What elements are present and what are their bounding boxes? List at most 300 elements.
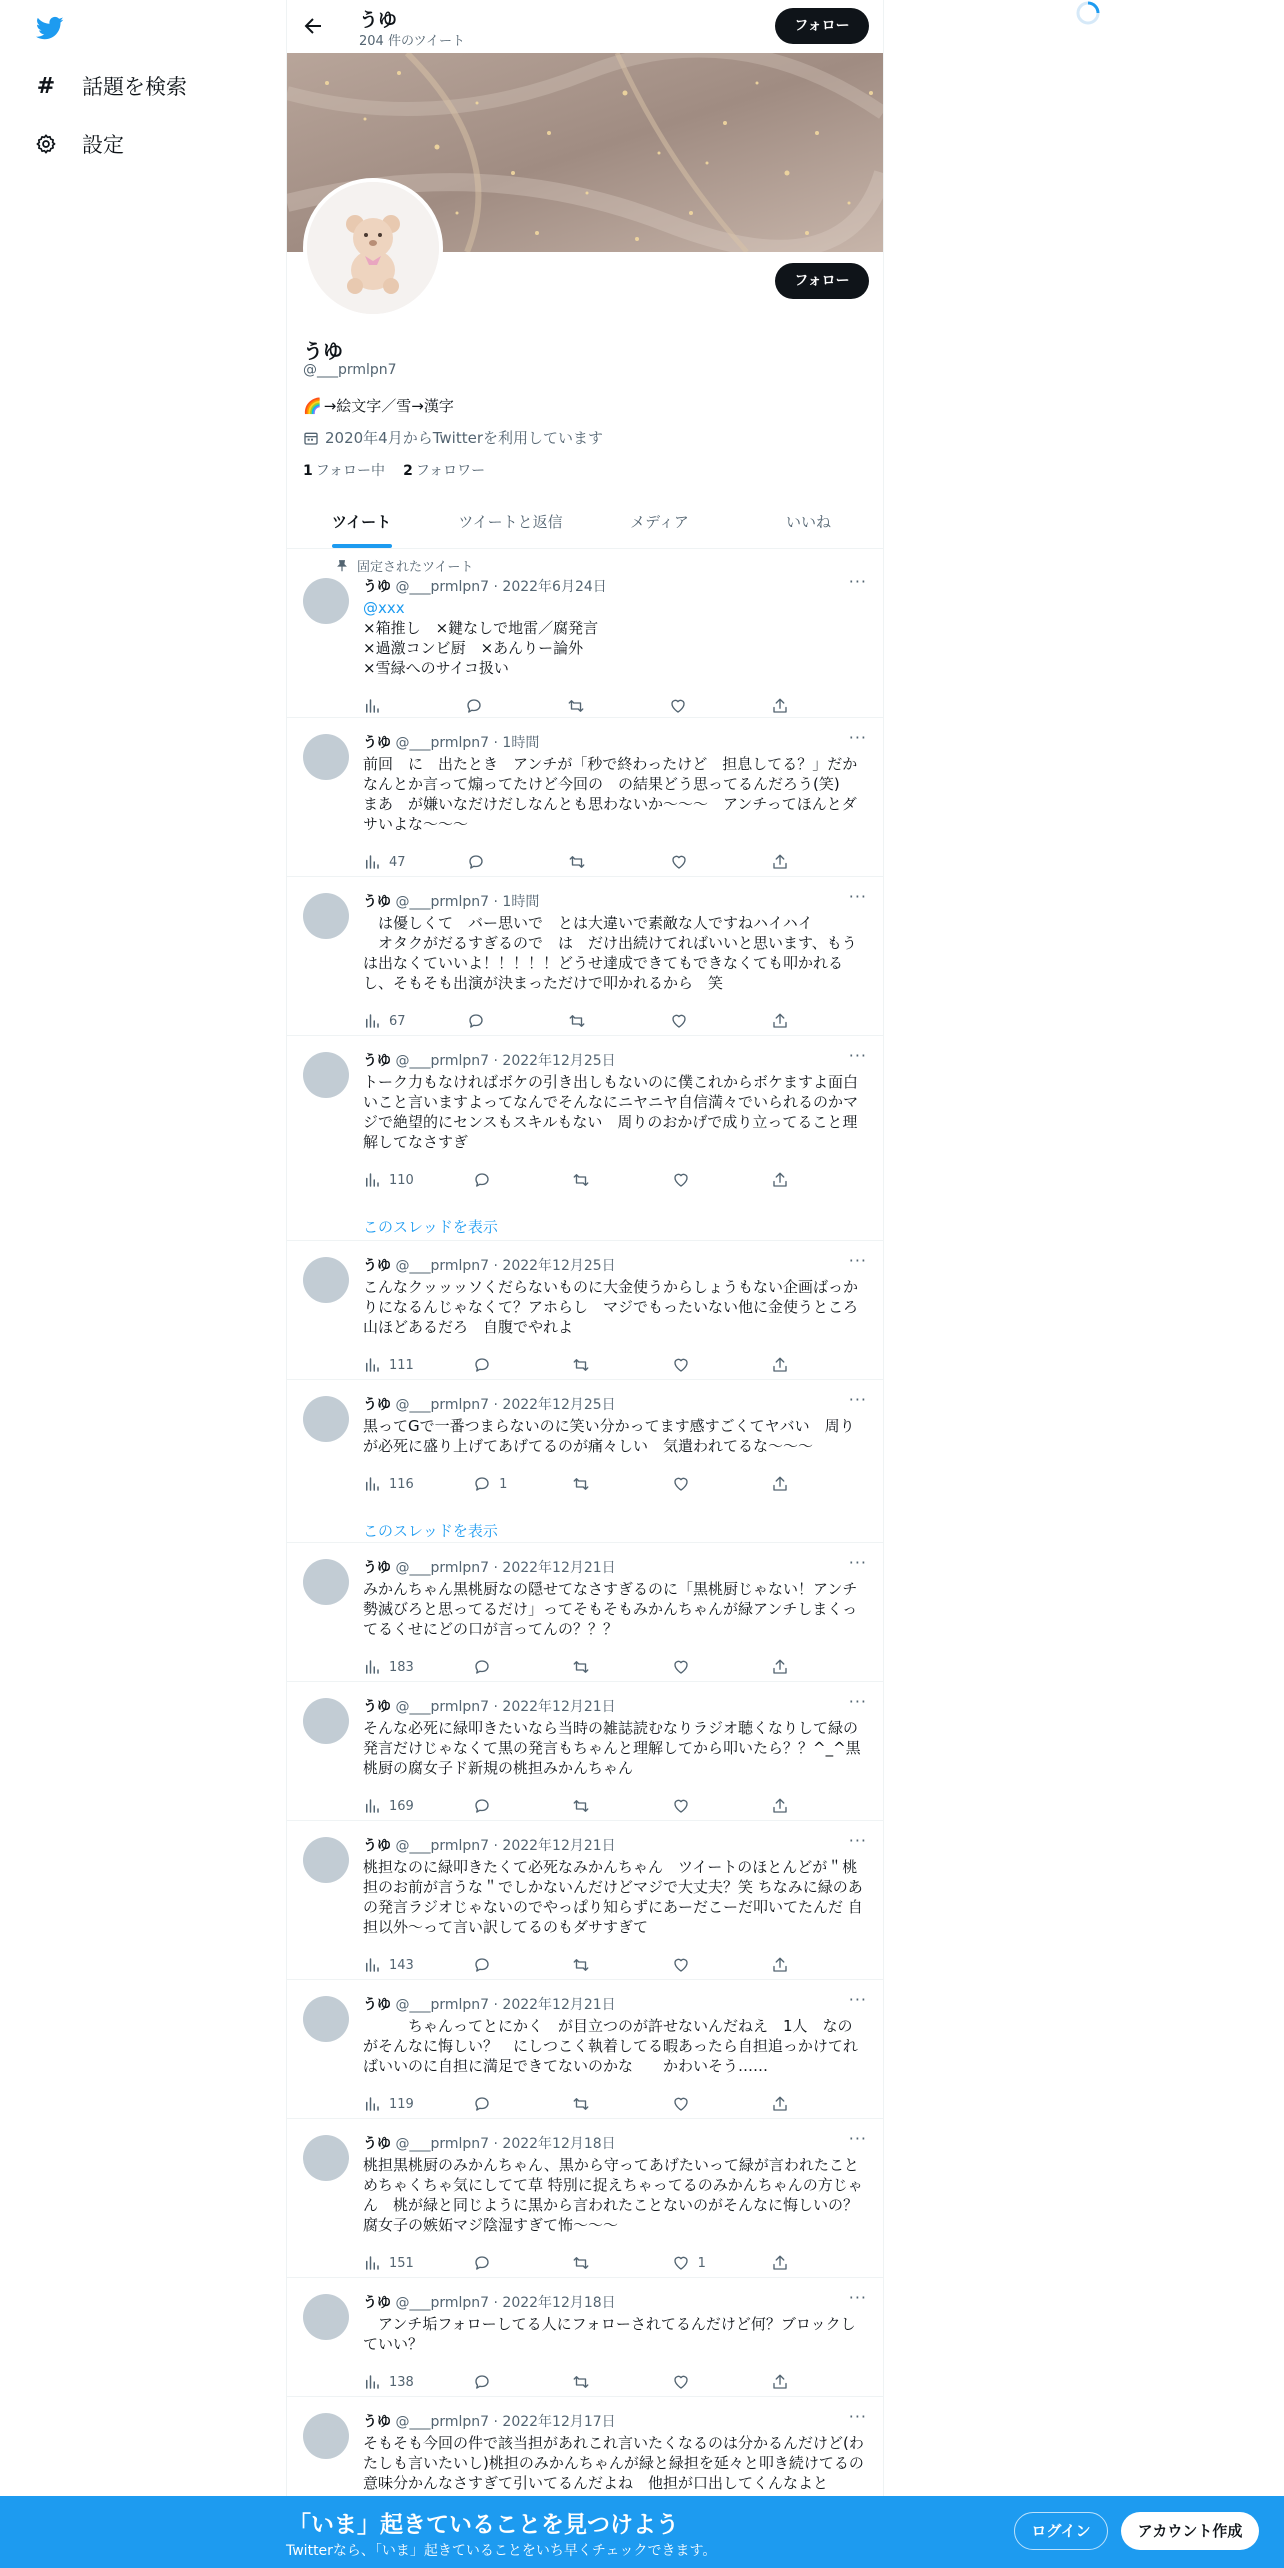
tweet-date[interactable]: 1時間 bbox=[502, 735, 540, 751]
analytics-icon bbox=[363, 853, 381, 871]
views-button[interactable] bbox=[363, 1012, 406, 1030]
reply-button[interactable] bbox=[473, 1356, 513, 1374]
tweet-actions bbox=[363, 852, 811, 872]
tweet-date[interactable]: 2022年6月24日 bbox=[502, 579, 607, 595]
tweet-separator: · bbox=[489, 1997, 503, 2013]
reply-icon bbox=[473, 1171, 491, 1189]
share-icon bbox=[771, 1475, 789, 1493]
share-icon bbox=[771, 1797, 789, 1815]
views-button[interactable] bbox=[363, 2373, 414, 2391]
reply-button[interactable] bbox=[473, 1475, 513, 1493]
reply-icon bbox=[467, 1012, 485, 1030]
retweet-button[interactable] bbox=[572, 1356, 612, 1374]
tweet-separator: · bbox=[489, 735, 503, 751]
tweet-avatar[interactable] bbox=[303, 1996, 349, 2042]
tweet-date[interactable]: 2022年12月25日 bbox=[502, 1397, 616, 1413]
tweet-author-handle[interactable]: @___prmlpn7 bbox=[395, 735, 490, 751]
reply-icon bbox=[467, 853, 485, 871]
reply-icon bbox=[473, 2373, 491, 2391]
retweet-button[interactable] bbox=[572, 1658, 612, 1676]
share-button[interactable] bbox=[771, 1012, 811, 1030]
tweet-date[interactable]: 2022年12月21日 bbox=[502, 1838, 616, 1854]
like-button[interactable] bbox=[672, 2373, 712, 2391]
tweet-actions bbox=[363, 1657, 811, 1677]
tab-tweets-and-replies[interactable]: ツイートと返信 bbox=[458, 513, 563, 531]
loading-spinner-icon bbox=[1075, 0, 1101, 26]
share-button[interactable] bbox=[771, 1356, 811, 1374]
retweet-button[interactable] bbox=[572, 1797, 612, 1815]
more-options-icon[interactable]: ··· bbox=[848, 2129, 867, 2148]
tweet-mention[interactable]: @xxx bbox=[363, 599, 405, 617]
more-options-icon[interactable]: ··· bbox=[848, 2288, 867, 2307]
tweet-date[interactable]: 2022年12月21日 bbox=[502, 1699, 616, 1715]
tweet-separator: · bbox=[489, 579, 503, 595]
retweet-icon bbox=[568, 853, 586, 871]
tweet-separator: · bbox=[489, 1397, 503, 1413]
share-button[interactable] bbox=[771, 697, 811, 715]
tweet-header bbox=[363, 1696, 616, 1716]
views-button[interactable] bbox=[363, 2095, 414, 2113]
tweet-author-name[interactable]: うゆ bbox=[363, 1053, 391, 1069]
tweet-separator: · bbox=[489, 1560, 503, 1576]
share-icon bbox=[771, 1356, 789, 1374]
reply-icon bbox=[473, 1658, 491, 1676]
share-button[interactable] bbox=[771, 1797, 811, 1815]
replies-count: 1 bbox=[499, 1476, 508, 1492]
share-button[interactable] bbox=[771, 2254, 811, 2272]
tweet-text: ちゃんってとにかく が目立つのが許せないんだねえ 1人 なのがそんなに悔しい？ にしつこく執着してる暇あったら自担追っかけてればいいのに自担に満足できてないのかな かわいそう…… bbox=[363, 2017, 858, 2075]
like-icon bbox=[672, 2095, 690, 2113]
more-options-icon[interactable]: ··· bbox=[848, 1046, 867, 1065]
tweet-header bbox=[363, 2292, 616, 2312]
share-icon bbox=[771, 2373, 789, 2391]
reply-button[interactable] bbox=[467, 853, 507, 871]
tweet-header bbox=[363, 2411, 616, 2431]
retweet-icon bbox=[572, 1356, 590, 1374]
tweet-actions bbox=[363, 2094, 811, 2114]
more-options-icon[interactable]: ··· bbox=[848, 1553, 867, 1572]
retweet-icon bbox=[572, 1956, 590, 1974]
tweet[interactable] bbox=[287, 1036, 883, 1241]
tweet-author-name[interactable]: うゆ bbox=[363, 894, 391, 910]
header-follow-button[interactable]: フォロー bbox=[775, 8, 869, 44]
signup-button[interactable]: アカウント作成 bbox=[1121, 2512, 1259, 2550]
tweet-text: トーク力もなければボケの引き出しもないのに僕これからボケますよ面白いこと言いますよってなんでそんなにニヤニヤ自信満々でいられるのかマジで絶望的にセンスもスキルもない 周りのおかげで成り立ってること理解してなさすぎ bbox=[363, 1073, 859, 1151]
tweet-author-name[interactable]: うゆ bbox=[363, 1258, 391, 1274]
analytics-icon bbox=[363, 1475, 381, 1493]
tweet[interactable] bbox=[287, 877, 883, 1036]
retweet-icon bbox=[572, 2373, 590, 2391]
tweet-text: 黒ってGで一番つまらないのに笑い分かってます感すごくてヤバい 周りが必死に盛り上げてあげてるのが痛々しい 気遣われてるな〜〜〜 bbox=[363, 1417, 855, 1455]
tweet[interactable] bbox=[287, 1980, 883, 2119]
tweet-text: 前回 に 出たとき アンチが「秒で終わったけど 担息してる？」だかなんとか言って煽ってたけど今回の の結果どう思ってるんだろう(笑) まあ が嫌いなだけだしなんとも思わないか〜〜〜 アンチってほんとダサいよな〜〜〜 bbox=[363, 755, 858, 833]
tweet-date[interactable]: 2022年12月18日 bbox=[502, 2295, 616, 2311]
views-count: 183 bbox=[389, 1659, 414, 1675]
reply-button[interactable] bbox=[467, 1012, 507, 1030]
tweet-separator: · bbox=[489, 1053, 503, 1069]
twitter-logo-icon[interactable] bbox=[34, 14, 66, 42]
retweet-button[interactable] bbox=[568, 1012, 608, 1030]
tweet[interactable] bbox=[287, 1682, 883, 1821]
tweet-date[interactable]: 2022年12月21日 bbox=[502, 1560, 616, 1576]
retweet-button[interactable] bbox=[572, 2254, 612, 2272]
tweet-header bbox=[363, 891, 539, 911]
tweet-text: 桃担なのに緑叩きたくて必死なみかんちゃん ツイートのほとんどが＂桃担のお前が言うな＂でしかないんだけどマジで大丈夫？笑 ちなみに緑のあの発言ラジオじゃないのでやっぱり知らずにあーだこーだ叩いてたんだ 自担以外〜って言い訳してるのもダサすぎて bbox=[363, 1858, 863, 1936]
pinned-tweet-label bbox=[335, 556, 473, 575]
share-button[interactable] bbox=[771, 1475, 811, 1493]
retweet-icon bbox=[567, 697, 585, 715]
tweet-author-name[interactable]: うゆ bbox=[363, 2295, 391, 2311]
analytics-icon bbox=[363, 1658, 381, 1676]
pinned-tweet-text: 固定されたツイート bbox=[357, 560, 474, 575]
analytics-icon bbox=[363, 1356, 381, 1374]
tweet[interactable] bbox=[287, 1380, 883, 1543]
tweet-author-name[interactable]: うゆ bbox=[363, 2136, 391, 2152]
tweet-header bbox=[363, 1394, 616, 1414]
retweet-button[interactable] bbox=[567, 697, 607, 715]
views-count: 111 bbox=[389, 1357, 414, 1373]
like-icon bbox=[672, 2373, 690, 2391]
signup-banner bbox=[0, 2496, 1284, 2568]
tweet-separator: · bbox=[489, 2295, 503, 2311]
tweet-actions bbox=[363, 2253, 811, 2273]
views-button[interactable] bbox=[363, 1475, 414, 1493]
tab-tweets[interactable]: ツイート bbox=[287, 495, 436, 548]
tweet-avatar[interactable] bbox=[303, 2413, 349, 2459]
retweet-icon bbox=[568, 1012, 586, 1030]
tweet-separator: · bbox=[489, 894, 503, 910]
tweet-author-handle[interactable]: @___prmlpn7 bbox=[395, 2295, 490, 2311]
views-button[interactable] bbox=[363, 1356, 414, 1374]
like-button[interactable] bbox=[672, 2095, 712, 2113]
share-button[interactable] bbox=[771, 1956, 811, 1974]
reply-icon bbox=[465, 697, 483, 715]
analytics-icon bbox=[363, 697, 381, 715]
tweet-avatar[interactable] bbox=[303, 578, 349, 624]
tweet-avatar[interactable] bbox=[303, 734, 349, 780]
like-button[interactable] bbox=[670, 853, 710, 871]
tweet-author-handle[interactable]: @___prmlpn7 bbox=[395, 2414, 490, 2430]
reply-icon bbox=[473, 1956, 491, 1974]
tweet-date[interactable]: 2022年12月25日 bbox=[502, 1053, 616, 1069]
tweet-date[interactable]: 2022年12月21日 bbox=[502, 1997, 616, 2013]
views-button[interactable] bbox=[363, 1658, 414, 1676]
nav-item-label: 話題を検索 bbox=[82, 75, 187, 99]
retweet-icon bbox=[572, 1658, 590, 1676]
tweet-author-name[interactable]: うゆ bbox=[363, 1560, 391, 1576]
views-count: 169 bbox=[389, 1798, 414, 1814]
like-button[interactable] bbox=[672, 1797, 712, 1815]
reply-button[interactable] bbox=[465, 697, 505, 715]
reply-button[interactable] bbox=[473, 1658, 513, 1676]
like-button[interactable] bbox=[672, 1356, 712, 1374]
tweet-avatar[interactable] bbox=[303, 1396, 349, 1442]
tweet-actions bbox=[363, 2372, 811, 2392]
tweet-avatar[interactable] bbox=[303, 2135, 349, 2181]
tweet-header bbox=[363, 1835, 616, 1855]
more-options-icon[interactable]: ··· bbox=[848, 1390, 867, 1409]
like-icon bbox=[669, 697, 687, 715]
tweet-actions bbox=[363, 1796, 811, 1816]
tweet[interactable] bbox=[287, 1241, 883, 1380]
tweet-separator: · bbox=[489, 2414, 503, 2430]
reply-icon bbox=[473, 2095, 491, 2113]
tweet-actions bbox=[363, 696, 811, 716]
tweet-author-handle[interactable]: @___prmlpn7 bbox=[395, 1699, 490, 1715]
tweet-feed bbox=[287, 550, 883, 2497]
profile-bio bbox=[303, 395, 454, 416]
retweet-icon bbox=[572, 1797, 590, 1815]
profile-handle: @___prmlpn7 bbox=[303, 362, 397, 378]
retweet-button[interactable] bbox=[572, 1171, 612, 1189]
reply-button[interactable] bbox=[473, 2254, 513, 2272]
tweet-avatar[interactable] bbox=[303, 1052, 349, 1098]
profile-joined bbox=[303, 427, 603, 448]
analytics-icon bbox=[363, 1956, 381, 1974]
reply-button[interactable] bbox=[473, 1797, 513, 1815]
views-button[interactable] bbox=[363, 697, 403, 715]
tweet-actions bbox=[363, 1170, 811, 1190]
tweet[interactable] bbox=[287, 2119, 883, 2278]
tweet-author-handle[interactable]: @___prmlpn7 bbox=[395, 1997, 490, 2013]
analytics-icon bbox=[363, 1797, 381, 1815]
tweet-author-name[interactable]: うゆ bbox=[363, 1397, 391, 1413]
tweet-author-name[interactable]: うゆ bbox=[363, 579, 391, 595]
tweet-author-handle[interactable]: @___prmlpn7 bbox=[395, 1397, 490, 1413]
tweet-author-handle[interactable]: @___prmlpn7 bbox=[395, 1053, 490, 1069]
reply-button[interactable] bbox=[473, 2095, 513, 2113]
signup-banner-title: 「いま」起きていることを見つけよう bbox=[288, 2512, 679, 2538]
tweet-text: 桃担黒桃厨のみかんちゃん、黒から守ってあげたいって緑が言われたことめちゃくちゃ気にしてて草 特別に捉えちゃってるのみかんちゃんの方じゃん 桃が緑と同じように黒から言われたことないのがそんなに悔しいの？腐女子の嫉妬マジ陰湿すぎて怖〜〜〜 bbox=[363, 2156, 863, 2234]
share-icon bbox=[771, 1658, 789, 1676]
tweet-text: そんな必死に緑叩きたいなら当時の雑誌読むなりラジオ聴くなりして緑の発言だけじゃなくて黒の発言もちゃんと理解してから叩いたら？？^_^黒桃厨の腐女子ド新規の桃担みかんちゃん bbox=[363, 1719, 861, 1777]
tweet-author-name[interactable]: うゆ bbox=[363, 735, 391, 751]
views-button[interactable] bbox=[363, 853, 406, 871]
tweet-author-handle[interactable]: @___prmlpn7 bbox=[395, 1838, 490, 1854]
tweet-separator: · bbox=[489, 1258, 503, 1274]
retweet-button[interactable] bbox=[572, 2095, 612, 2113]
tweet-date[interactable]: 2022年12月25日 bbox=[502, 1258, 616, 1274]
tweet[interactable] bbox=[287, 2278, 883, 2397]
tab-media[interactable]: メディア bbox=[630, 513, 689, 531]
retweet-button[interactable] bbox=[572, 1956, 612, 1974]
tweet-text: アンチ垢フォローしてる人にフォローされてるんだけど何？ブロックしていい？ bbox=[363, 2315, 856, 2353]
views-button[interactable] bbox=[363, 1171, 414, 1189]
reply-icon bbox=[473, 2254, 491, 2272]
retweet-icon bbox=[572, 2095, 590, 2113]
likes-count: 1 bbox=[697, 2255, 706, 2271]
tweet-avatar[interactable] bbox=[303, 893, 349, 939]
tweet-author-name[interactable]: うゆ bbox=[363, 1997, 391, 2013]
share-button[interactable] bbox=[771, 2095, 811, 2113]
profile-tabs bbox=[287, 495, 883, 549]
tweet-text: ×箱推し ×鍵なしで地雷／腐発言 ×過激コンビ厨 ×あんりー論外 ×雪緑へのサイコ扱い bbox=[363, 619, 599, 677]
retweet-icon bbox=[572, 1475, 590, 1493]
views-count: 110 bbox=[389, 1172, 414, 1188]
tweet-avatar[interactable] bbox=[303, 1698, 349, 1744]
calendar-icon bbox=[303, 430, 319, 446]
views-count: 151 bbox=[389, 2255, 414, 2271]
more-options-icon[interactable]: ··· bbox=[848, 887, 867, 906]
share-icon bbox=[771, 853, 789, 871]
profile-display-name: うゆ bbox=[303, 339, 343, 363]
following-link[interactable]: 1 フォロー中 bbox=[303, 463, 386, 479]
share-icon bbox=[771, 1012, 789, 1030]
like-icon bbox=[672, 1475, 690, 1493]
like-button[interactable] bbox=[670, 1012, 710, 1030]
tweet-date[interactable]: 1時間 bbox=[502, 894, 540, 910]
tweet-actions bbox=[363, 1474, 811, 1494]
tweet-date[interactable]: 2022年12月17日 bbox=[502, 2414, 616, 2430]
tweet[interactable] bbox=[287, 550, 883, 718]
teddy-bear-avatar-image bbox=[307, 182, 439, 314]
profile-joined-text: 2020年4月からTwitterを利用しています bbox=[325, 429, 603, 447]
tweet[interactable] bbox=[287, 1543, 883, 1682]
like-icon bbox=[672, 1956, 690, 1974]
analytics-icon bbox=[363, 1171, 381, 1189]
hashtag-icon: # bbox=[36, 73, 56, 99]
header-display-name: うゆ bbox=[359, 9, 398, 31]
views-button[interactable] bbox=[363, 2254, 414, 2272]
tab-likes[interactable]: いいね bbox=[785, 513, 831, 531]
more-options-icon[interactable]: ··· bbox=[848, 1831, 867, 1850]
retweet-icon bbox=[572, 1171, 590, 1189]
like-button[interactable] bbox=[669, 697, 709, 715]
tweet-header bbox=[363, 1557, 616, 1577]
like-icon bbox=[672, 1171, 690, 1189]
tweet-text: は優しくて バー思いで とは大違いで素敵な人ですねハイハイ オタクがだるすぎるので は だけ出続けてればいいと思います、もう は出なくていいよ！！！！！どうせ達成できてもできなくても叩かれるし、そもそも出演が決まっただけで叩かれるから 笑 bbox=[363, 914, 857, 992]
retweet-button[interactable] bbox=[572, 1475, 612, 1493]
more-options-icon[interactable]: ··· bbox=[848, 728, 867, 747]
tweet-author-name[interactable]: うゆ bbox=[363, 2414, 391, 2430]
reply-icon bbox=[473, 1356, 491, 1374]
more-options-icon[interactable]: ··· bbox=[848, 1990, 867, 2009]
like-icon bbox=[670, 1012, 688, 1030]
views-count: 116 bbox=[389, 1476, 414, 1492]
like-button[interactable] bbox=[672, 1171, 712, 1189]
nav-item-explore[interactable] bbox=[34, 66, 187, 106]
tweet-author-handle[interactable]: @___prmlpn7 bbox=[395, 579, 490, 595]
tweet-avatar[interactable] bbox=[303, 2294, 349, 2340]
more-options-icon[interactable]: ··· bbox=[848, 1692, 867, 1711]
like-button[interactable] bbox=[672, 2254, 712, 2272]
pin-icon bbox=[335, 559, 349, 573]
followers-link[interactable]: 2 フォロワー bbox=[403, 463, 486, 479]
tweet[interactable] bbox=[287, 718, 883, 877]
tweet-header bbox=[363, 732, 539, 752]
like-icon bbox=[672, 1356, 690, 1374]
tweet-text: みかんちゃん黒桃厨なの隠せてなさすぎるのに「黒桃厨じゃない！アンチ勢滅びろと思ってるだけ」ってそもそもみかんちゃんが緑アンチしまくってるくせにどの口が言ってんの？？？ bbox=[363, 1580, 858, 1638]
tweet-header bbox=[363, 576, 607, 596]
share-icon bbox=[771, 2254, 789, 2272]
tweet-avatar[interactable] bbox=[303, 1559, 349, 1605]
profile-follow-button[interactable]: フォロー bbox=[775, 263, 869, 299]
tweet[interactable] bbox=[287, 1821, 883, 1980]
login-button[interactable]: ログイン bbox=[1014, 2512, 1108, 2550]
nav-item-settings[interactable] bbox=[34, 124, 124, 164]
tweet-header bbox=[363, 1994, 616, 2014]
like-button[interactable] bbox=[672, 1475, 712, 1493]
views-count: 47 bbox=[389, 854, 406, 870]
tweet-header bbox=[363, 1255, 616, 1275]
rainbow-icon: 🌈 bbox=[303, 396, 322, 415]
more-options-icon[interactable]: ··· bbox=[848, 2407, 867, 2426]
tweet[interactable] bbox=[287, 2397, 883, 2497]
profile-bio-text: →絵文字／雪→漢字 bbox=[323, 397, 454, 415]
show-thread-link[interactable]: このスレッドを表示 bbox=[363, 1522, 498, 1540]
retweet-button[interactable] bbox=[572, 2373, 612, 2391]
more-options-icon[interactable]: ··· bbox=[848, 1251, 867, 1270]
views-count: 138 bbox=[389, 2374, 414, 2390]
back-arrow-icon[interactable] bbox=[301, 14, 325, 38]
tweet-author-handle[interactable]: @___prmlpn7 bbox=[395, 1258, 490, 1274]
share-icon bbox=[771, 1171, 789, 1189]
share-icon bbox=[771, 697, 789, 715]
tweet-actions bbox=[363, 1955, 811, 1975]
reply-button[interactable] bbox=[473, 1956, 513, 1974]
retweet-button[interactable] bbox=[568, 853, 608, 871]
reply-icon bbox=[473, 1475, 491, 1493]
like-button[interactable] bbox=[672, 1956, 712, 1974]
profile-avatar[interactable] bbox=[303, 178, 443, 318]
nav-item-label: 設定 bbox=[82, 133, 124, 157]
analytics-icon bbox=[363, 2373, 381, 2391]
retweet-icon bbox=[572, 2254, 590, 2272]
signup-banner-subtitle: Twitterなら、「いま」起きていることをいち早くチェックできます。 bbox=[286, 2543, 717, 2559]
views-button[interactable] bbox=[363, 1797, 414, 1815]
tweet-actions bbox=[363, 1011, 811, 1031]
share-icon bbox=[771, 2095, 789, 2113]
share-button[interactable] bbox=[771, 1658, 811, 1676]
views-button[interactable] bbox=[363, 1956, 414, 1974]
tweet-text: そもそも今回の件で該当担があれこれ言いたくなるのは分かるんだけど(わたしも言いたいし)桃担のみかんちゃんが緑と緑担を延々と叩き続けてるの意味分かんなさすぎて引いてるんだよね 他担が口出してくんなよと bbox=[363, 2434, 864, 2492]
tweet-header bbox=[363, 2133, 616, 2153]
tweet-text: こんなクッッッソくだらないものに大金使うからしょうもない企画ばっかりになるんじゃなくて？アホらし マジでもったいない他に金使うところ山ほどあるだろ 自腹でやれよ bbox=[363, 1278, 859, 1336]
share-button[interactable] bbox=[771, 853, 811, 871]
like-icon bbox=[672, 1797, 690, 1815]
more-options-icon[interactable]: ··· bbox=[848, 572, 867, 591]
share-button[interactable] bbox=[771, 1171, 811, 1189]
tweet-date[interactable]: 2022年12月18日 bbox=[502, 2136, 616, 2152]
tweet-separator: · bbox=[489, 1838, 503, 1854]
tweet-separator: · bbox=[489, 2136, 503, 2152]
reply-button[interactable] bbox=[473, 2373, 513, 2391]
profile-column bbox=[286, 0, 884, 2568]
show-thread-link[interactable]: このスレッドを表示 bbox=[363, 1218, 498, 1236]
gear-icon bbox=[34, 132, 58, 156]
views-count: 143 bbox=[389, 1957, 414, 1973]
tweet-author-name[interactable]: うゆ bbox=[363, 1699, 391, 1715]
reply-button[interactable] bbox=[473, 1171, 513, 1189]
tweet-avatar[interactable] bbox=[303, 1837, 349, 1883]
tweet-author-handle[interactable]: @___prmlpn7 bbox=[395, 1560, 490, 1576]
tweet-separator: · bbox=[489, 1699, 503, 1715]
tweet-author-handle[interactable]: @___prmlpn7 bbox=[395, 894, 490, 910]
like-icon bbox=[672, 1658, 690, 1676]
like-icon bbox=[670, 853, 688, 871]
profile-header-bar bbox=[287, 0, 883, 53]
tweet-author-name[interactable]: うゆ bbox=[363, 1838, 391, 1854]
share-button[interactable] bbox=[771, 2373, 811, 2391]
tweet-author-handle[interactable]: @___prmlpn7 bbox=[395, 2136, 490, 2152]
views-count: 119 bbox=[389, 2096, 414, 2112]
analytics-icon bbox=[363, 2095, 381, 2113]
tweet-header bbox=[363, 1050, 616, 1070]
like-button[interactable] bbox=[672, 1658, 712, 1676]
header-tweet-count: 204 件のツイート bbox=[359, 34, 466, 49]
profile-follow-stats bbox=[303, 460, 485, 480]
tweet-avatar[interactable] bbox=[303, 1257, 349, 1303]
